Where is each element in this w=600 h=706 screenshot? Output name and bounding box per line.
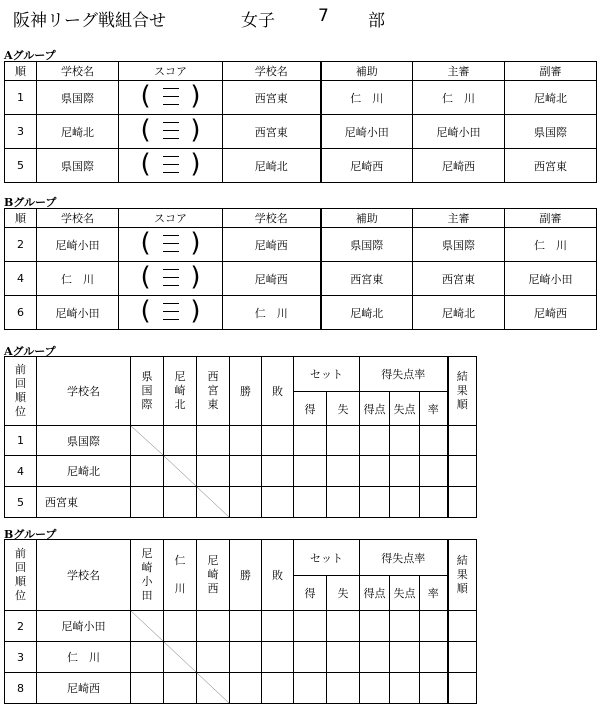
self-cell bbox=[131, 611, 164, 642]
point-gain-header: 得点 bbox=[360, 392, 390, 426]
result-cell bbox=[164, 611, 197, 642]
bracket-right: ) bbox=[190, 115, 201, 145]
point-gain-header: 得点 bbox=[360, 576, 390, 611]
result-cell bbox=[164, 426, 197, 456]
table-header-row bbox=[5, 209, 597, 228]
sub-cell: 西宮東 bbox=[505, 149, 597, 183]
self-cell bbox=[164, 642, 197, 673]
col-school: 学校名 bbox=[223, 209, 321, 228]
bracket-right: ) bbox=[190, 149, 201, 179]
school-cell: 西宮東 bbox=[37, 487, 131, 518]
bracket-left: ( bbox=[140, 228, 151, 258]
result-cell bbox=[131, 487, 164, 518]
point-loss-header: 失点 bbox=[390, 392, 420, 426]
table-row bbox=[5, 426, 477, 456]
col-assist: 補助 bbox=[321, 62, 413, 81]
school-b-cell: 仁 川 bbox=[223, 296, 321, 330]
opponent-header: 県 国 際 bbox=[131, 357, 164, 426]
school-cell: 尼崎西 bbox=[37, 673, 131, 704]
chief-cell: 西宮東 bbox=[413, 262, 505, 296]
table-row bbox=[5, 611, 477, 642]
opponent-header: 尼 崎 西 bbox=[197, 540, 230, 611]
result-cell bbox=[197, 611, 230, 642]
win-header: 勝 bbox=[230, 357, 262, 426]
school-b-cell: 尼崎西 bbox=[223, 228, 321, 262]
bracket-right: ) bbox=[190, 262, 201, 292]
school-header: 学校名 bbox=[37, 540, 131, 611]
win-header: 勝 bbox=[230, 540, 262, 611]
bracket-left: ( bbox=[140, 296, 151, 326]
score-cell bbox=[119, 262, 223, 296]
chief-cell: 尼崎西 bbox=[413, 149, 505, 183]
table-row bbox=[5, 228, 597, 262]
school-a-cell: 仁 川 bbox=[37, 262, 119, 296]
assist-cell: 仁 川 bbox=[321, 81, 413, 115]
bracket-right: ) bbox=[190, 81, 201, 111]
point-rate-header: 率 bbox=[420, 392, 448, 426]
set-loss-header: 失 bbox=[327, 576, 360, 611]
self-cell bbox=[197, 673, 230, 704]
school-b-cell: 尼崎北 bbox=[223, 149, 321, 183]
school-b-cell: 西宮東 bbox=[223, 81, 321, 115]
chief-cell: 尼崎小田 bbox=[413, 115, 505, 149]
result-cell bbox=[197, 642, 230, 673]
standing-a-label: Aグループ bbox=[4, 345, 56, 358]
assist-cell: 尼崎北 bbox=[321, 296, 413, 330]
result-cell bbox=[131, 642, 164, 673]
sub-cell: 仁 川 bbox=[505, 228, 597, 262]
loss-header: 敗 bbox=[262, 540, 294, 611]
bracket-left: ( bbox=[140, 81, 151, 111]
bracket-left: ( bbox=[140, 115, 151, 145]
opponent-header: 西 宮 東 bbox=[197, 357, 230, 426]
school-a-cell: 尼崎北 bbox=[37, 115, 119, 149]
order-cell: 6 bbox=[5, 296, 37, 330]
result-header: 結 果 順 bbox=[448, 357, 477, 426]
opponent-header: 仁 川 bbox=[164, 540, 197, 611]
result-header: 結 果 順 bbox=[448, 540, 477, 611]
point-header: 得失点率 bbox=[360, 357, 448, 392]
table-row bbox=[5, 296, 597, 330]
col-score: スコア bbox=[119, 62, 223, 81]
self-cell bbox=[197, 487, 230, 518]
school-a-cell: 県国際 bbox=[37, 149, 119, 183]
result-cell bbox=[164, 673, 197, 704]
division-number: 7 bbox=[318, 6, 329, 26]
school-a-cell: 尼崎小田 bbox=[37, 296, 119, 330]
result-cell bbox=[131, 673, 164, 704]
set-gain-header: 得 bbox=[294, 392, 327, 426]
opponent-header: 尼 崎 小 田 bbox=[131, 540, 164, 611]
col-order: 順 bbox=[5, 62, 37, 81]
standing-header-row bbox=[5, 540, 477, 576]
order-cell: 3 bbox=[5, 115, 37, 149]
school-cell: 尼崎北 bbox=[37, 456, 131, 487]
match-table-b bbox=[4, 208, 597, 330]
result-cell bbox=[164, 487, 197, 518]
chief-cell: 仁 川 bbox=[413, 81, 505, 115]
sub-cell: 尼崎小田 bbox=[505, 262, 597, 296]
table-row bbox=[5, 456, 477, 487]
self-cell bbox=[164, 456, 197, 487]
school-cell: 仁 川 bbox=[37, 642, 131, 673]
bracket-right: ) bbox=[190, 296, 201, 326]
chief-cell: 県国際 bbox=[413, 228, 505, 262]
order-cell: 2 bbox=[5, 228, 37, 262]
result-cell bbox=[197, 426, 230, 456]
assist-cell: 尼崎小田 bbox=[321, 115, 413, 149]
score-cell bbox=[119, 81, 223, 115]
table-row bbox=[5, 642, 477, 673]
set-gain-header: 得 bbox=[294, 576, 327, 611]
sub-cell: 尼崎西 bbox=[505, 296, 597, 330]
col-chief: 主審 bbox=[413, 62, 505, 81]
standing-header-row bbox=[5, 357, 477, 392]
group-a-label: Aグループ bbox=[4, 49, 56, 62]
assist-cell: 尼崎西 bbox=[321, 149, 413, 183]
table-row bbox=[5, 262, 597, 296]
order-cell: 1 bbox=[5, 81, 37, 115]
point-header: 得失点率 bbox=[360, 540, 448, 576]
set-header: セット bbox=[294, 357, 360, 392]
prev-rank-cell: 8 bbox=[5, 673, 37, 704]
set-header: セット bbox=[294, 540, 360, 576]
school-a-cell: 県国際 bbox=[37, 81, 119, 115]
prev-rank-header: 前 回 順 位 bbox=[5, 357, 37, 426]
assist-cell: 西宮東 bbox=[321, 262, 413, 296]
col-school: 学校名 bbox=[223, 62, 321, 81]
school-cell: 尼崎小田 bbox=[37, 611, 131, 642]
table-row bbox=[5, 115, 597, 149]
bracket-left: ( bbox=[140, 149, 151, 179]
match-table-a bbox=[4, 61, 597, 183]
score-cell bbox=[119, 149, 223, 183]
opponent-header: 尼 崎 北 bbox=[164, 357, 197, 426]
sub-cell: 県国際 bbox=[505, 115, 597, 149]
point-loss-header: 失点 bbox=[390, 576, 420, 611]
score-cell bbox=[119, 228, 223, 262]
table-header-row bbox=[5, 62, 597, 81]
result-cell bbox=[197, 456, 230, 487]
school-b-cell: 尼崎西 bbox=[223, 262, 321, 296]
school-cell: 県国際 bbox=[37, 426, 131, 456]
table-row bbox=[5, 673, 477, 704]
col-sub: 副審 bbox=[505, 209, 597, 228]
prev-rank-cell: 4 bbox=[5, 456, 37, 487]
prev-rank-cell: 3 bbox=[5, 642, 37, 673]
prev-rank-cell: 1 bbox=[5, 426, 37, 456]
self-cell bbox=[131, 426, 164, 456]
col-school: 学校名 bbox=[37, 209, 119, 228]
standing-table-a bbox=[4, 356, 477, 518]
loss-cell bbox=[262, 426, 294, 456]
standing-table-b bbox=[4, 539, 477, 704]
result-cell bbox=[131, 456, 164, 487]
division-unit: 部 bbox=[368, 11, 385, 31]
order-cell: 4 bbox=[5, 262, 37, 296]
division-label: 女子 bbox=[241, 11, 275, 31]
school-a-cell: 尼崎小田 bbox=[37, 228, 119, 262]
score-cell bbox=[119, 296, 223, 330]
col-score: スコア bbox=[119, 209, 223, 228]
table-row bbox=[5, 487, 477, 518]
chief-cell: 尼崎北 bbox=[413, 296, 505, 330]
school-b-cell: 西宮東 bbox=[223, 115, 321, 149]
order-cell: 5 bbox=[5, 149, 37, 183]
sub-cell: 尼崎北 bbox=[505, 81, 597, 115]
col-assist: 補助 bbox=[321, 209, 413, 228]
prev-rank-cell: 5 bbox=[5, 487, 37, 518]
table-row bbox=[5, 149, 597, 183]
col-chief: 主審 bbox=[413, 209, 505, 228]
standing-b-label: Bグループ bbox=[4, 528, 57, 541]
point-rate-header: 率 bbox=[420, 576, 448, 611]
prev-rank-header: 前 回 順 位 bbox=[5, 540, 37, 611]
group-b-label: Bグループ bbox=[4, 196, 57, 209]
col-school: 学校名 bbox=[37, 62, 119, 81]
col-sub: 副審 bbox=[505, 62, 597, 81]
table-row bbox=[5, 81, 597, 115]
col-order: 順 bbox=[5, 209, 37, 228]
loss-header: 敗 bbox=[262, 357, 294, 426]
event-title: 阪神リーグ戦組合せ bbox=[13, 11, 166, 31]
assist-cell: 県国際 bbox=[321, 228, 413, 262]
school-header: 学校名 bbox=[37, 357, 131, 426]
bracket-right: ) bbox=[190, 228, 201, 258]
set-loss-header: 失 bbox=[327, 392, 360, 426]
prev-rank-cell: 2 bbox=[5, 611, 37, 642]
bracket-left: ( bbox=[140, 262, 151, 292]
win-cell bbox=[230, 426, 262, 456]
score-cell bbox=[119, 115, 223, 149]
